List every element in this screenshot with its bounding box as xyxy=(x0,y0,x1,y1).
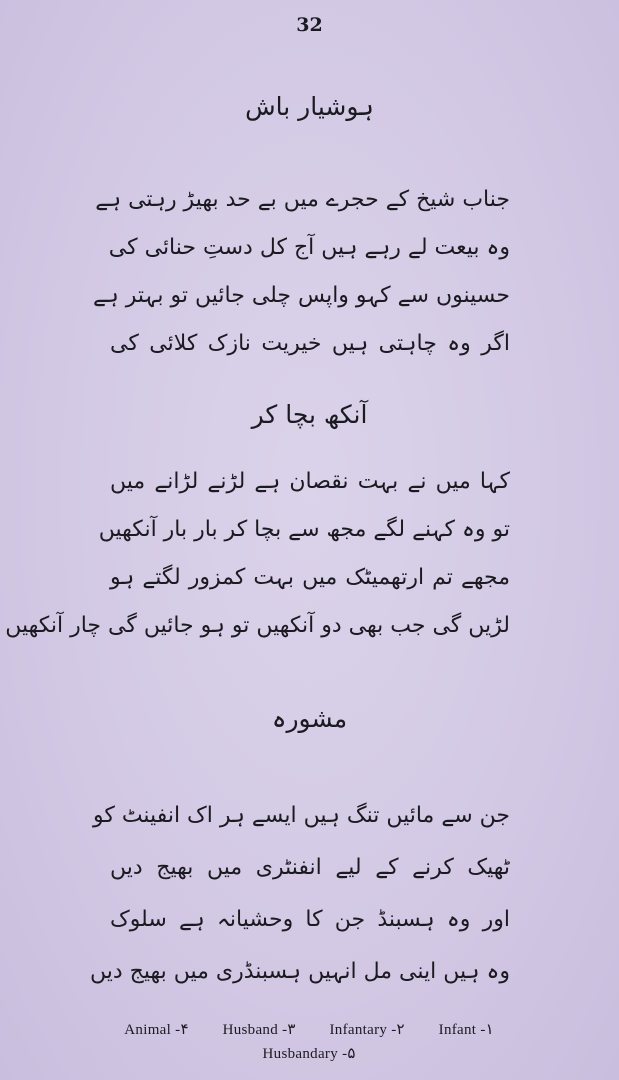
page-number: 32 xyxy=(296,14,323,36)
footnote-text: Husband xyxy=(222,1022,279,1038)
poem-title-hoshiyar-bash: ہوشیار باش xyxy=(245,92,374,121)
footnote-text: Infant xyxy=(438,1022,477,1038)
footnote xyxy=(330,1018,407,1042)
poem-line: حسینوں سے کہو واپس چلی جائیں تو بہتر ہے xyxy=(92,283,510,308)
poem-hoshiyar-bash xyxy=(92,176,510,368)
footnote-number: -۴ xyxy=(175,1022,189,1038)
footnote xyxy=(223,1018,298,1042)
footnote-row xyxy=(70,1018,550,1042)
footnote-text: Infantary xyxy=(329,1022,388,1038)
footnote-row xyxy=(70,1042,550,1066)
poem-title-aankh-bacha-kar: آنکھ بچا کر xyxy=(251,400,368,429)
poem-line: جن سے مائیں تنگ ہیں ایسے ہر اک انفینٹ کو xyxy=(92,803,510,828)
footnote-number: -۱ xyxy=(480,1022,494,1038)
poem-line: کہا میں نے بہت نقصان ہے لڑنے لڑانے میں xyxy=(110,469,510,494)
footnote xyxy=(439,1018,496,1042)
poem-line: تو وہ کہنے لگے مجھ سے بچا کر بار بار آنکھیں xyxy=(98,517,510,542)
poem-line: مجھے تم ارتھمیٹک میں بہت کمزور لگتے ہو xyxy=(110,565,510,590)
poem-line: اور وہ ہسبنڈ جن کا وحشیانہ ہے سلوک xyxy=(110,907,510,932)
footnote xyxy=(124,1018,190,1042)
poem-line: لڑیں گی جب بھی دو آنکھیں تو ہو جائیں گی چار آنکھیں xyxy=(5,613,510,638)
poem-aankh-bacha-kar xyxy=(5,458,510,650)
footnotes xyxy=(70,1018,550,1066)
poem-mashwara xyxy=(89,790,510,998)
poem-line: وہ بیعت لے رہے ہیں آج کل دستِ حنائی کی xyxy=(108,235,510,260)
footnote-text: Animal xyxy=(124,1022,172,1038)
footnote-text: Husbandary xyxy=(262,1046,339,1062)
footnote-number: -۳ xyxy=(282,1022,296,1038)
footnote-number: -۲ xyxy=(391,1022,405,1038)
poem-line: ٹھیک کرنے کے لیے انفنٹری میں بھیج دیں xyxy=(110,855,510,880)
poem-title-mashwara: مشورہ xyxy=(271,704,348,733)
poem-line: وہ ہیں اینی مل انہیں ہسبنڈری میں بھیج دیں xyxy=(89,959,510,984)
poem-line: اگر وہ چاہتی ہیں خیریت نازک کلائی کی xyxy=(110,331,510,356)
footnote-number: -۵ xyxy=(342,1046,356,1062)
poem-line: جناب شیخ کے حجرے میں بے حد بھیڑ رہتی ہے xyxy=(95,187,510,212)
footnote xyxy=(263,1042,358,1066)
